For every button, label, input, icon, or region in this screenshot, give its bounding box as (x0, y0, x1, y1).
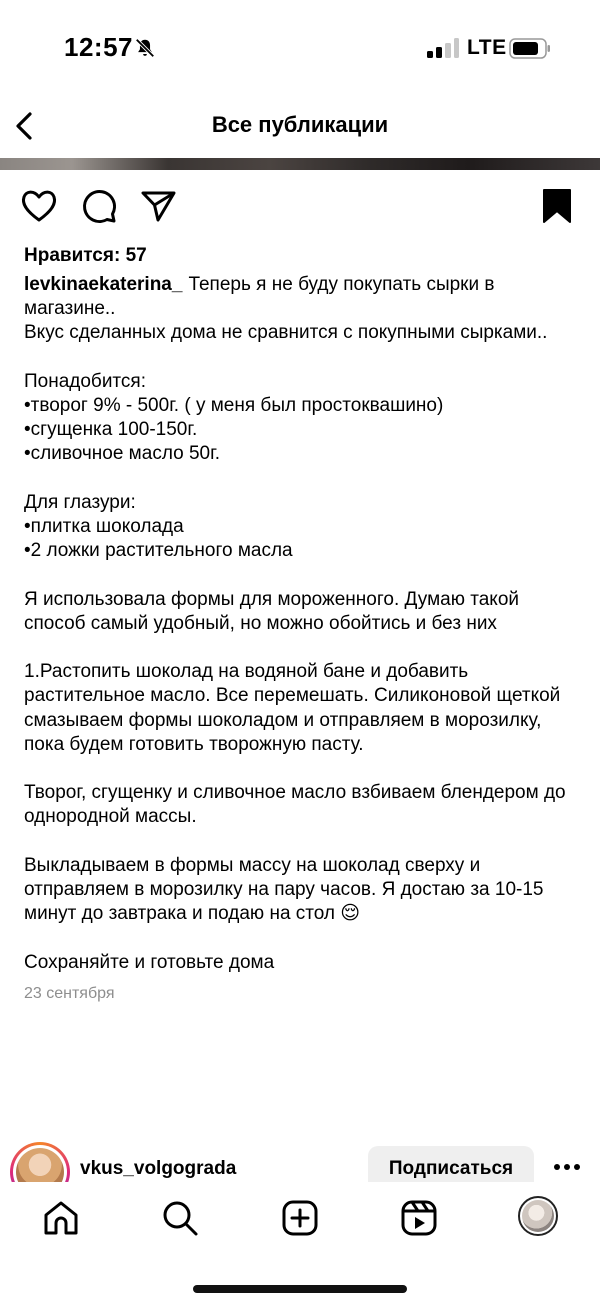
post-image[interactable] (0, 158, 600, 170)
story-avatar[interactable] (10, 1142, 70, 1182)
create-post-icon[interactable] (280, 1198, 320, 1238)
next-post-username[interactable]: vkus_volgograda (80, 1158, 237, 1179)
post-date: 23 сентября (24, 984, 115, 1002)
follow-button[interactable]: Подписаться (368, 1146, 534, 1182)
nav-bar (0, 100, 600, 156)
profile-avatar-tab[interactable] (518, 1196, 558, 1236)
bottom-tab-bar (0, 1182, 600, 1303)
avatar (16, 1148, 64, 1182)
share-send-icon[interactable] (139, 186, 179, 226)
home-indicator[interactable] (193, 1285, 407, 1293)
bookmark-saved-icon[interactable] (538, 186, 578, 226)
caption-text: Теперь я не буду покупать сырки в магазине.. Вкус сделанных дома не сравнится с покупными сырками.. Понадобится: •творог 9% - 500г. ( у меня был простоквашино) •сгущенка 100-150г. •сливочное масло 50г. Для глазури: •плитка шоколада •2 ложки растительного масла Я использовала формы для мороженного. Думаю такой способ самый удобный, но можно обойтись и без них 1.Растопить шоколад на водяной бане и добавить растительное масло. Все перемешать. Силиконовой щеткой смазываем формы шоколадом и отправляем в морозилку, пока будем готовить творожную пасту. Творог, сгущенку и сливочное масло взбиваем блендером до однородной массы. Выкладываем в формы массу на шоколад сверху и отправляем в морозилку на пару часов. Я достаю за 10-15 минут до завтрака и подаю на стол 😌 Сохраняйте и готовьте дома (24, 274, 566, 973)
likes-count[interactable]: Нравится: 57 (24, 245, 147, 266)
status-time: 12:57 (64, 32, 133, 62)
avatar (522, 1200, 554, 1232)
battery-icon (509, 38, 551, 59)
bell-off-icon (134, 37, 156, 59)
next-post-header (0, 1138, 600, 1182)
more-options-icon[interactable] (553, 1163, 581, 1171)
page-title: Все публикации (211, 112, 389, 137)
comment-icon[interactable] (79, 186, 119, 226)
search-icon[interactable] (160, 1198, 200, 1238)
post-actions (0, 186, 600, 230)
home-icon[interactable] (41, 1198, 81, 1238)
status-bar (0, 0, 600, 100)
caption (24, 273, 580, 975)
reels-icon[interactable] (399, 1198, 439, 1238)
like-heart-icon[interactable] (19, 186, 59, 226)
cellular-signal-icon (427, 38, 459, 58)
network-type: LTE (467, 36, 507, 59)
author-username[interactable]: levkinaekaterina_ (24, 274, 183, 295)
post-body (24, 243, 580, 1003)
